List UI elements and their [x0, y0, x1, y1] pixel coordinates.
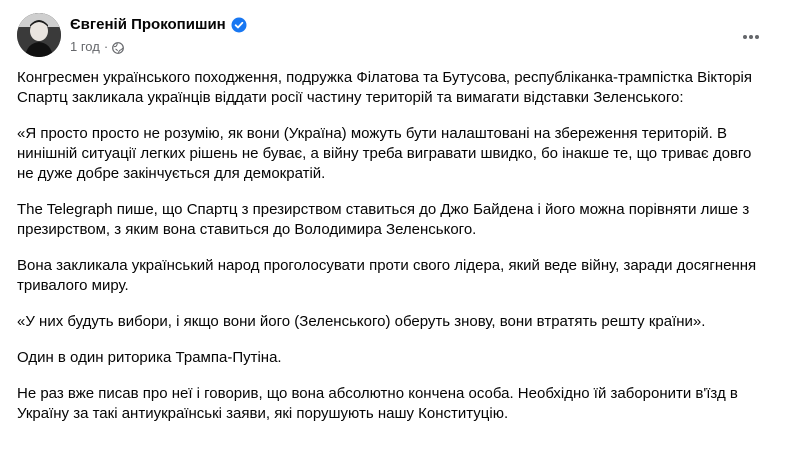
person-avatar-icon	[17, 13, 61, 57]
author-name[interactable]: Євгеній Прокопишин	[70, 16, 226, 33]
verified-badge-icon	[231, 17, 247, 33]
post-timestamp[interactable]: 1 год	[70, 39, 100, 54]
post-header	[17, 13, 769, 59]
post-body	[17, 68, 769, 440]
post-paragraph: Один в один риторика Трампа-Путіна.	[17, 349, 282, 366]
post-paragraph: Не раз вже писав про неї і говорив, що вона абсолютно кончена особа. Необхідно їй заборонити в'їзд в Україну за такі антиукраїнські заяви, які порушують нашу Конституцію.	[17, 385, 738, 422]
post-paragraph: «У них будуть вибори, і якщо вони його (Зеленського) оберуть знову, вони втратять решту країни».	[17, 313, 706, 330]
author-info	[70, 15, 247, 55]
author-row	[70, 15, 247, 35]
post-meta	[70, 39, 247, 55]
globe-icon	[112, 41, 124, 53]
post-paragraph: Конгресмен українського походження, подружка Філатова та Бутусова, республіканка-трампістка Вікторія Спартц закликала українців віддати росії частину територій та вимагати відставки Зеленського:	[17, 69, 752, 106]
post-paragraph: Вона закликала український народ проголосувати проти свого лідера, який веде війну, заради досягнення тривалого миру.	[17, 257, 757, 294]
more-horizontal-icon	[741, 27, 761, 47]
meta-separator: ·	[103, 39, 109, 54]
author-avatar[interactable]	[17, 13, 61, 57]
post-paragraph: The Telegraph пише, що Спартц з презирством ставиться до Джо Байдена і його можна порівняти лише з презирством, з яким вона ставиться до Володимира Зеленського.	[17, 201, 750, 238]
post-paragraph: «Я просто просто не розумію, як вони (Україна) можуть бути налаштовані на збереження територій. В нинішній ситуації легких рішень не буває, а війну треба вигравати швидко, бо інакше те, що триває довго не дуже добре закінчується для демократій.	[17, 125, 752, 182]
post-options-button[interactable]	[733, 19, 769, 55]
